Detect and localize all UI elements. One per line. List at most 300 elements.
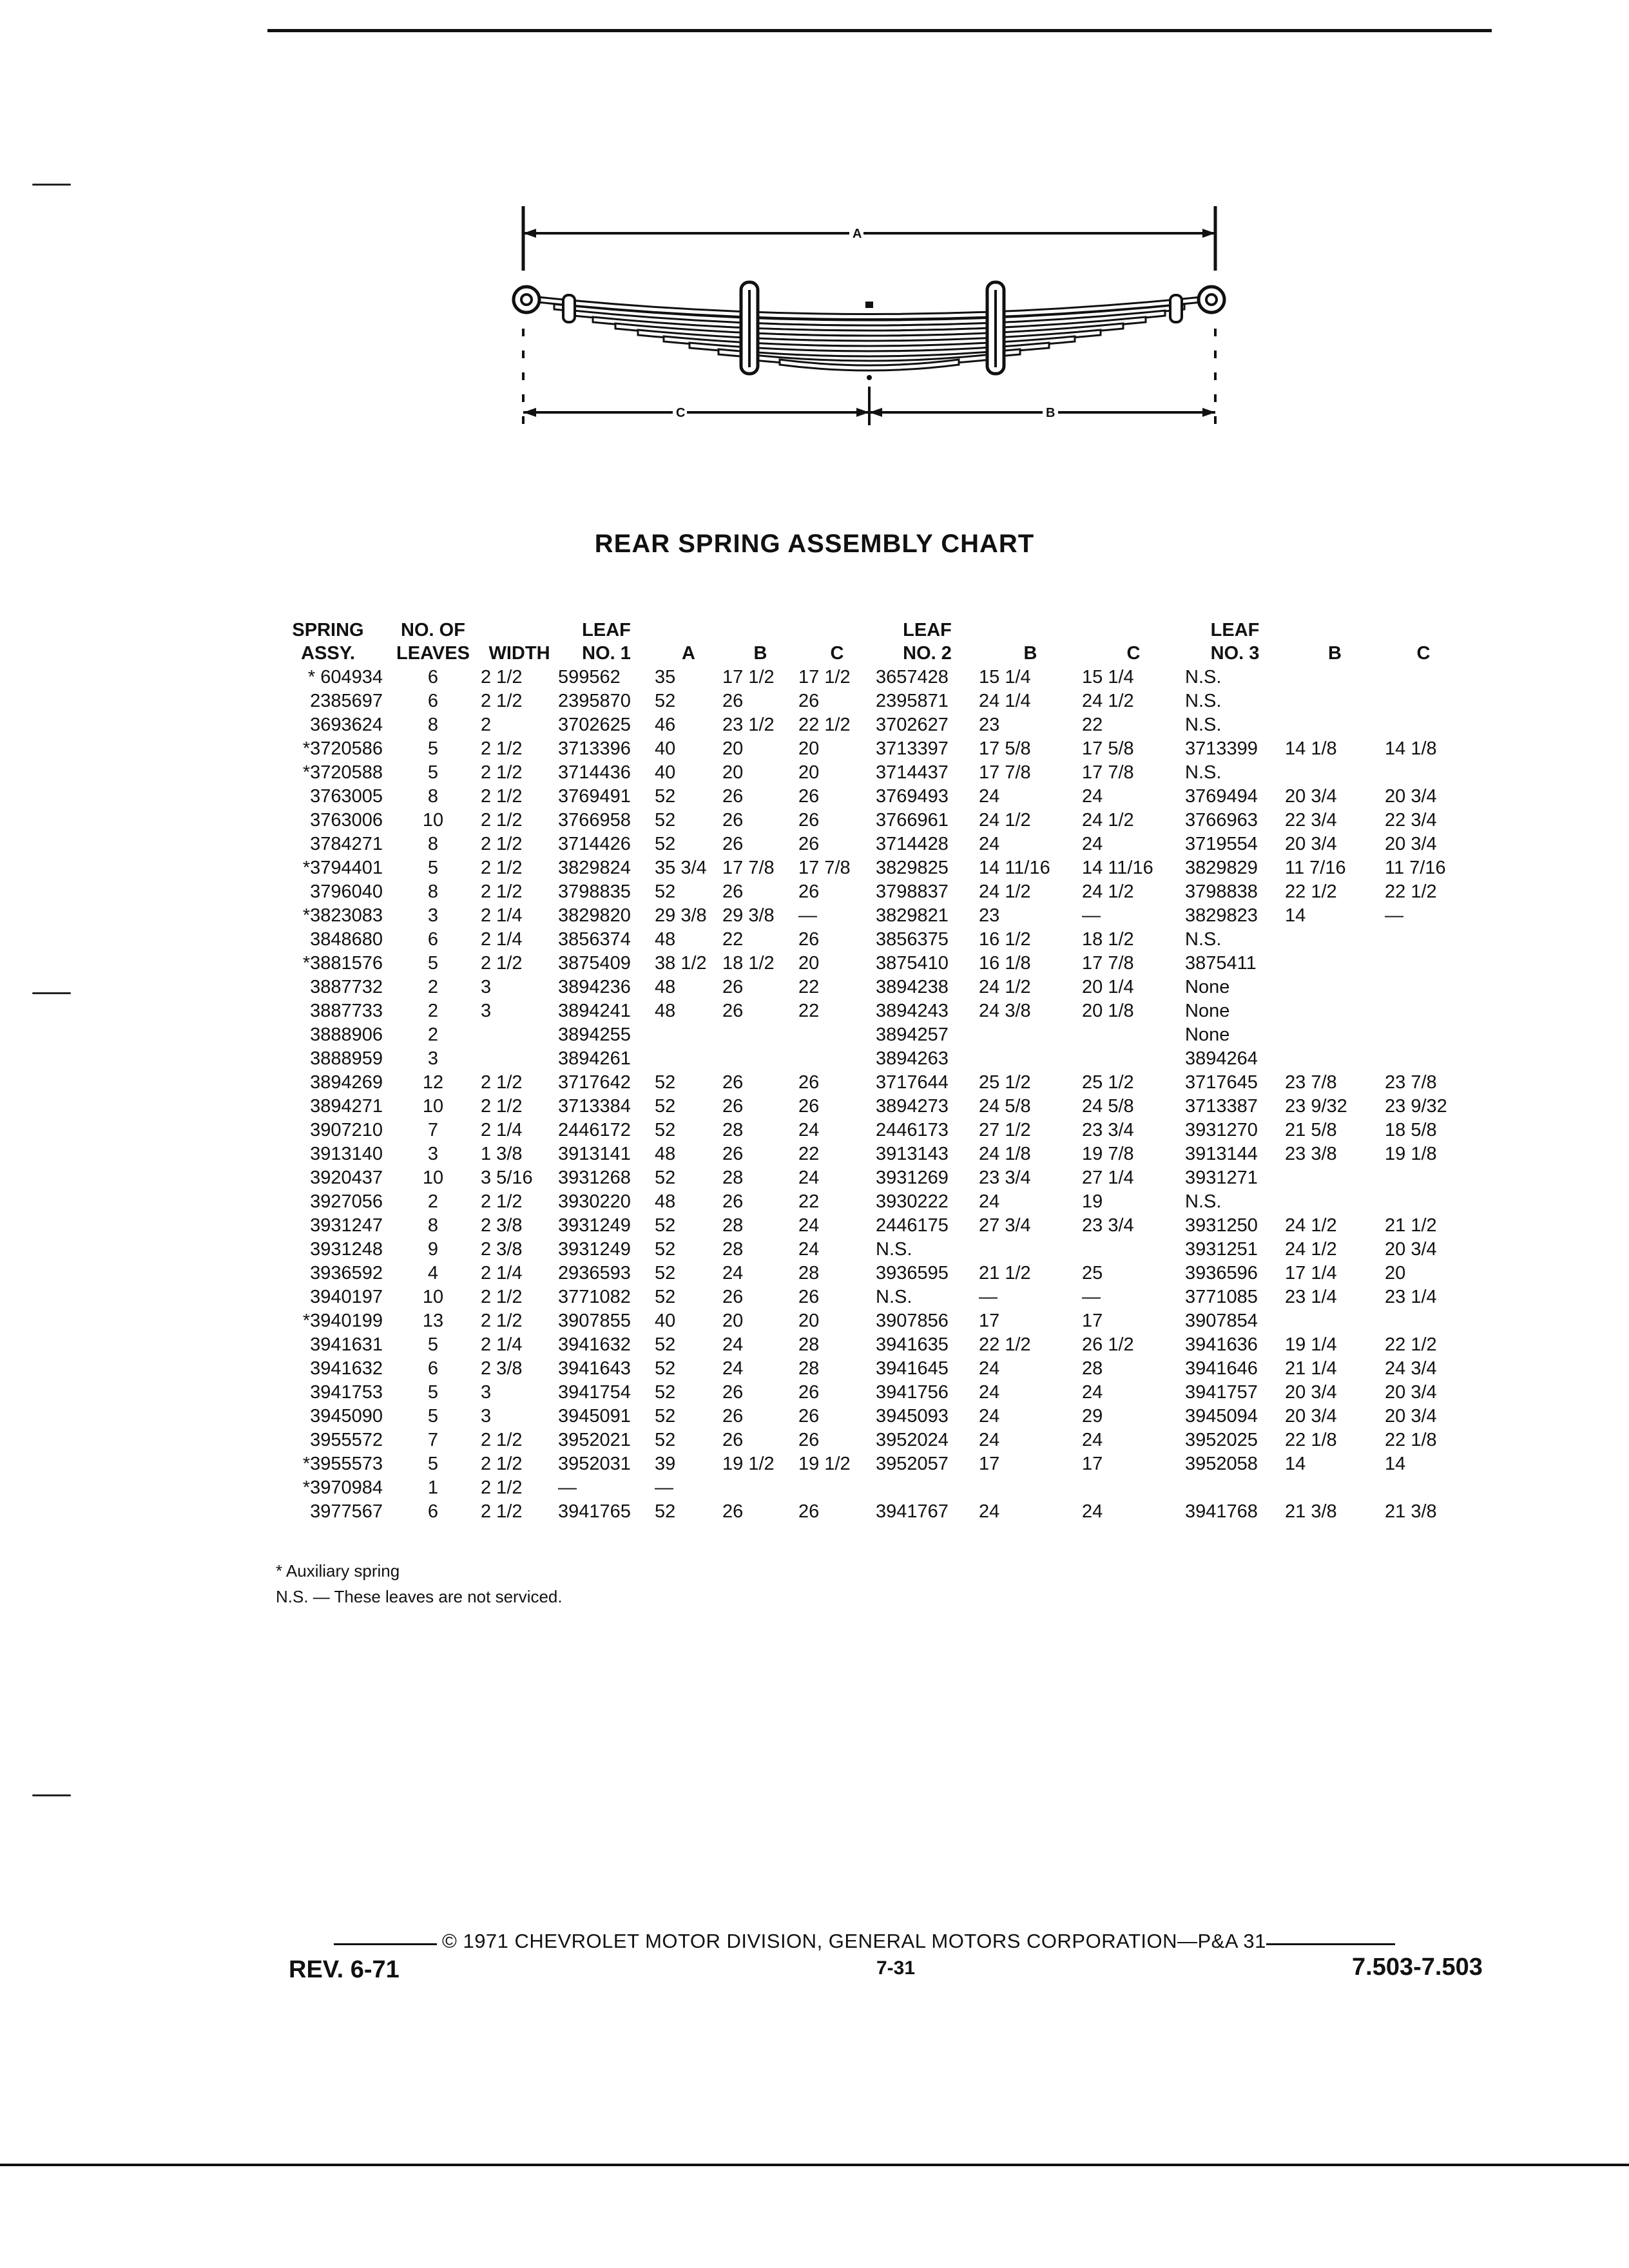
cell-leaf3-c [1385,665,1462,689]
header-c3-1 [1385,619,1462,642]
cell-leaf2-part: 3798837 [876,881,949,902]
cell-leaf3-c: 18 5/8 [1385,1120,1437,1140]
cell-dim-a: 39 [655,1454,676,1474]
cell-leaf2-b: 27 3/4 [979,1215,1031,1236]
table-row [273,832,1462,856]
cell-leaf3-b: 21 3/8 [1285,1501,1337,1522]
cell-spring-assy: *3794401 [302,858,383,878]
cell-leaf1-part: 3894241 [558,1001,631,1021]
cell-leaf1-b: 26 [722,1144,744,1164]
table-row [273,879,1462,903]
cell-width: 2 1/4 [481,1120,523,1140]
cell-leaf1-b: 26 [722,881,744,902]
cell-leaf3-part: 3875411 [1185,953,1257,974]
cell-leaf3-c: 21 3/8 [1385,1501,1437,1522]
cell-leaf2-c: 24 5/8 [1082,1096,1134,1117]
cell-width: 3 [481,1382,492,1403]
table-row [273,975,1462,999]
cell-leaf2-part: 3766961 [876,810,949,831]
cell-spring-assy: 3927056 [310,1191,383,1212]
cell-leaf1-b: 26 [722,810,744,831]
cell-leaf3-c: 22 3/4 [1385,810,1437,831]
table-body [273,665,1462,1523]
cell-leaf2-c: 29 [1082,1406,1103,1427]
cell-leaf3-part [1185,1475,1285,1499]
cell-leaf3-c: 20 3/4 [1385,786,1437,807]
cell-num-leaves: 3 [427,905,439,926]
cell-spring-assy: 3977567 [310,1501,383,1522]
header-leaf2-1: LEAF [903,620,952,640]
cell-leaf2-part: 3769493 [876,786,949,807]
cell-leaf1-b: 26 [722,1430,744,1450]
header-b3-1 [1285,619,1385,642]
cell-leaf1-c [798,1475,876,1499]
cell-leaf3-c [1385,1023,1462,1046]
cell-leaf3-part: 3913144 [1185,1144,1258,1164]
cell-dim-a: 35 3/4 [655,858,707,878]
cell-leaf3-c: 14 1/8 [1385,738,1437,759]
header-row-2 [273,642,1462,665]
header-leaf1-1: LEAF [582,620,631,640]
cell-spring-assy: 3907210 [310,1120,383,1140]
cell-leaf3-part: 3936596 [1185,1263,1258,1283]
cell-leaf1-b: 28 [722,1120,744,1140]
cell-leaf1-b: 26 [722,1501,744,1522]
cell-leaf2-b: 14 11/16 [979,858,1050,878]
cell-leaf2-c: 17 7/8 [1082,762,1134,783]
cell-leaf2-part: 2446173 [876,1120,949,1140]
cell-spring-assy: *3970984 [302,1477,383,1498]
cell-num-leaves: 8 [427,786,439,807]
cell-num-leaves: 2 [427,1024,439,1045]
cell-leaf1-part: 599562 [558,667,621,687]
cell-width: 2 1/2 [481,1454,523,1474]
table-row [273,1070,1462,1094]
cell-leaf1-b: 26 [722,691,744,711]
cell-leaf1-b: 26 [722,1096,744,1117]
cell-dim-a: 35 [655,667,676,687]
cell-leaf3-c [1385,760,1462,784]
cell-num-leaves: 6 [427,1501,439,1522]
cell-leaf2-b: 17 [979,1454,1000,1474]
cell-leaf2-c: 20 1/4 [1082,977,1134,997]
cell-leaf3-c [1385,1309,1462,1332]
cell-leaf2-b: 24 [979,834,1000,854]
cell-dim-a: 52 [655,834,676,854]
cell-num-leaves: 8 [427,715,439,735]
cell-leaf3-part: 3931270 [1185,1120,1258,1140]
cell-leaf2-c: 24 [1082,834,1103,854]
cell-leaf2-part: 3907856 [876,1311,949,1331]
cell-dim-a: 40 [655,762,676,783]
cell-leaf3-b: 21 5/8 [1285,1120,1337,1140]
cell-num-leaves: 7 [427,1430,439,1450]
cell-leaf1-b: 28 [722,1215,744,1236]
cell-leaf1-b: 26 [722,1072,744,1093]
cell-dim-a: 29 3/8 [655,905,707,926]
header-b-1 [722,619,798,642]
cell-leaf2-b: 23 3/4 [979,1168,1031,1188]
cell-leaf1-b: 26 [722,1287,744,1307]
cell-leaf1-b: 26 [722,834,744,854]
cell-num-leaves: 6 [427,929,439,950]
cell-leaf1-part: 3941765 [558,1501,631,1522]
cell-leaf3-part: 3945094 [1185,1406,1258,1427]
cell-leaf3-b: 24 1/2 [1285,1215,1337,1236]
leaf-spring-diagram [503,200,1244,445]
cell-leaf2-part: 3945093 [876,1406,949,1427]
cell-leaf2-part: N.S. [876,1239,912,1260]
cell-leaf2-c: 17 7/8 [1082,953,1134,974]
cell-leaf1-c: 26 [798,810,820,831]
cell-dim-a: 46 [655,715,676,735]
cell-leaf3-c: 11 7/16 [1385,858,1446,878]
cell-leaf1-c: 26 [798,786,820,807]
cell-leaf2-part: 3856375 [876,929,949,950]
cell-leaf2-part: 3894273 [876,1096,949,1117]
cell-leaf3-part: 3931251 [1185,1239,1258,1260]
cell-leaf3-b: 22 1/8 [1285,1430,1337,1450]
cell-num-leaves: 1 [427,1477,439,1498]
header-c2-1 [1082,619,1185,642]
cell-leaf1-part: 3717642 [558,1072,631,1093]
cell-leaf2-part: 3941767 [876,1501,949,1522]
cell-leaf2-c: 24 [1082,786,1103,807]
cell-leaf2-part: 3894257 [876,1024,949,1045]
cell-leaf2-c: 25 [1082,1263,1103,1283]
cell-leaf1-b: 26 [722,786,744,807]
cell-leaf2-b: 24 [979,1191,1000,1212]
cell-leaf3-part: N.S. [1185,762,1222,783]
cell-leaf3-part: 3769494 [1185,786,1258,807]
cell-leaf1-c: 26 [798,1406,820,1427]
cell-leaf2-b: 17 5/8 [979,738,1031,759]
cell-width [472,1046,558,1070]
cell-leaf3-c: 20 3/4 [1385,1406,1437,1427]
cell-leaf3-b: 23 9/32 [1285,1096,1347,1117]
cell-leaf2-b: 16 1/8 [979,953,1031,974]
header-a-1 [655,619,722,642]
cell-num-leaves: 8 [427,1215,439,1236]
cell-leaf1-b: 19 1/2 [722,1454,775,1474]
header-b2-1 [979,619,1082,642]
cell-leaf1-c: 26 [798,1287,820,1307]
cell-dim-a: 52 [655,1096,676,1117]
cell-leaf1-c: 20 [798,738,820,759]
cell-width: 2 1/2 [481,1191,523,1212]
cell-width: 2 1/2 [481,953,523,974]
table-row [273,1285,1462,1309]
cell-leaf2-part: 3657428 [876,667,949,687]
table-row [273,903,1462,927]
cell-num-leaves: 5 [427,1454,439,1474]
cell-leaf2-c: — [1082,905,1101,926]
cell-leaf2-b: 24 1/4 [979,691,1031,711]
header-width-2: WIDTH [488,643,550,664]
cell-leaf3-c: 23 9/32 [1385,1096,1447,1117]
cell-spring-assy: 3763006 [310,810,383,831]
cell-leaf2-c: 24 1/2 [1082,691,1134,711]
cell-leaf3-c: 23 7/8 [1385,1072,1437,1093]
table-row [273,1380,1462,1404]
cell-leaf1-part: 3894261 [558,1048,631,1069]
cell-leaf2-b: 24 1/2 [979,881,1031,902]
cell-leaf3-b [1285,975,1385,999]
cell-dim-a: 48 [655,977,676,997]
cell-leaf3-part: 3941757 [1185,1382,1258,1403]
table-row [273,1046,1462,1070]
header-leaves-1: NO. OF [401,620,465,640]
cell-leaf2-c: 27 1/4 [1082,1168,1134,1188]
cell-dim-a: 52 [655,1358,676,1379]
cell-leaf1-b: 26 [722,1001,744,1021]
cell-width: 2 1/2 [481,738,523,759]
cell-leaf1-b [722,1046,798,1070]
cell-leaf2-b: 24 1/2 [979,977,1031,997]
cell-dim-a: 52 [655,1072,676,1093]
cell-spring-assy: 3887733 [310,1001,383,1021]
cell-leaf1-c: 24 [798,1120,820,1140]
table-row [273,689,1462,713]
cell-leaf3-c: 19 1/8 [1385,1144,1437,1164]
cell-spring-assy: 3936592 [310,1263,383,1283]
cell-width: 2 1/2 [481,1287,523,1307]
cell-leaf3-b: 14 [1285,905,1306,926]
table-row [273,856,1462,879]
cell-leaf2-b: 15 1/4 [979,667,1031,687]
cell-dim-a: 52 [655,786,676,807]
copyright-text: © 1971 CHEVROLET MOTOR DIVISION, GENERAL MOTORS CORPORATION—P&A 31 [442,1930,1266,1952]
cell-leaf1-c: 22 1/2 [798,715,851,735]
cell-spring-assy: 3941631 [310,1334,383,1355]
cell-leaf1-c: 17 1/2 [798,667,851,687]
cell-dim-a: 48 [655,1191,676,1212]
cell-num-leaves: 8 [427,834,439,854]
cell-leaf3-c [1385,1475,1462,1499]
cell-leaf1-b: 28 [722,1168,744,1188]
cell-width: 3 [481,1406,492,1427]
cell-num-leaves: 2 [427,1001,439,1021]
cell-spring-assy: 3784271 [310,834,383,854]
table-row [273,760,1462,784]
cell-leaf2-c: 23 3/4 [1082,1120,1134,1140]
cell-num-leaves: 9 [427,1239,439,1260]
cell-spring-assy: 3894271 [310,1096,383,1117]
cell-spring-assy: 3931247 [310,1215,383,1236]
top-rule [267,29,1492,32]
cell-leaf1-b: 29 3/8 [722,905,775,926]
cell-dim-a: 52 [655,1263,676,1283]
cell-leaf1-part: — [558,1477,577,1498]
cell-leaf3-c: — [1385,905,1403,926]
cell-leaf3-b: 14 1/8 [1285,738,1337,759]
cell-dim-a: 48 [655,1001,676,1021]
cell-leaf2-c: 17 [1082,1311,1103,1331]
table-row [273,784,1462,808]
cell-leaf3-c: 22 1/2 [1385,1334,1437,1355]
cell-leaf1-c: 22 [798,1191,820,1212]
header-c3-2: C [1416,643,1431,664]
cell-leaf1-c: 26 [798,691,820,711]
cell-leaf2-part: 3913143 [876,1144,949,1164]
cell-leaf1-c: 22 [798,1001,820,1021]
cell-leaf3-b [1285,760,1385,784]
cell-leaf1-c: 26 [798,881,820,902]
cell-leaf2-part: 3829825 [876,858,949,878]
cell-spring-assy: 3796040 [310,881,383,902]
cell-leaf3-b: 23 3/8 [1285,1144,1337,1164]
cell-leaf1-b: 20 [722,762,744,783]
cell-leaf3-b [1285,1023,1385,1046]
cell-dim-a: 52 [655,1120,676,1140]
table-row [273,1094,1462,1118]
cell-width: 2 1/2 [481,858,523,878]
cell-leaf3-part: 3713387 [1185,1096,1258,1117]
cell-leaf3-b: 19 1/4 [1285,1334,1337,1355]
cell-leaf3-part: 3771085 [1185,1287,1258,1307]
cell-leaf1-part: 3766958 [558,810,631,831]
cell-num-leaves: 5 [427,1406,439,1427]
cell-width: 2 1/2 [481,881,523,902]
cell-num-leaves: 6 [427,667,439,687]
cell-leaf3-part: 3798838 [1185,881,1258,902]
cell-leaf3-part: 3829823 [1185,905,1258,926]
cell-leaf3-b: 17 1/4 [1285,1263,1337,1283]
cell-width: 2 1/4 [481,1263,523,1283]
cell-width: 2 1/2 [481,1311,523,1331]
cell-spring-assy: 2385697 [310,691,383,711]
cell-leaf2-b: 24 [979,1406,1000,1427]
cell-leaf1-c: 22 [798,977,820,997]
cell-leaf1-c: 26 [798,1096,820,1117]
cell-dim-a: 52 [655,881,676,902]
cell-dim-a [655,1023,722,1046]
cell-leaf1-c: 28 [798,1334,820,1355]
cell-leaf1-c: 28 [798,1263,820,1283]
cell-leaf3-c: 14 [1385,1454,1406,1474]
margin-mark [32,184,71,186]
cell-leaf1-b: 26 [722,1382,744,1403]
cell-leaf1-c: — [798,905,817,926]
cell-leaf1-part: 3941643 [558,1358,631,1379]
header-b2-2: B [1023,643,1037,664]
copyright-rule-left [334,1943,437,1945]
table-row [273,1428,1462,1452]
cell-leaf2-b [979,1023,1082,1046]
cell-leaf2-part: 3941756 [876,1382,949,1403]
cell-leaf3-part: N.S. [1185,691,1222,711]
cell-leaf2-b: 17 7/8 [979,762,1031,783]
margin-mark [32,1794,71,1796]
cell-spring-assy: * 604934 [307,667,383,687]
cell-dim-a: 48 [655,929,676,950]
cell-spring-assy: 3941632 [310,1358,383,1379]
cell-leaf1-b: 26 [722,1191,744,1212]
dimension-a-label: A [853,227,862,241]
cell-leaf3-b [1285,689,1385,713]
cell-leaf2-c: 28 [1082,1358,1103,1379]
cell-leaf3-part: 3952058 [1185,1454,1258,1474]
cell-leaf2-c: 19 [1082,1191,1103,1212]
table-row [273,1118,1462,1142]
cell-spring-assy: 3848680 [310,929,383,950]
cell-spring-assy: 3920437 [310,1168,383,1188]
cell-leaf1-c: 28 [798,1358,820,1379]
cell-spring-assy: 3887732 [310,977,383,997]
cell-leaf1-b: 24 [722,1358,744,1379]
cell-num-leaves: 13 [422,1311,444,1331]
cell-leaf3-b [1285,713,1385,736]
cell-leaf1-part: 3875409 [558,953,631,974]
margin-mark [32,992,71,994]
chart-title: REAR SPRING ASSEMBLY CHART [594,530,1035,558]
table-row [273,1213,1462,1237]
cell-num-leaves: 10 [422,1096,444,1117]
header-leaves-2: LEAVES [396,643,470,664]
cell-leaf3-c: 21 1/2 [1385,1215,1437,1236]
cell-spring-assy: 3763005 [310,786,383,807]
cell-leaf3-b: 24 1/2 [1285,1239,1337,1260]
cell-leaf1-c: 20 [798,1311,820,1331]
cell-leaf2-b: 24 [979,1430,1000,1450]
cell-leaf1-b: 18 1/2 [722,953,775,974]
cell-num-leaves: 2 [427,1191,439,1212]
cell-leaf1-part: 2446172 [558,1120,631,1140]
cell-leaf2-part [876,1475,979,1499]
cell-leaf1-part: 3702625 [558,715,631,735]
table-row [273,808,1462,832]
cell-leaf2-part: 2395871 [876,691,949,711]
cell-leaf2-b: 24 1/8 [979,1144,1031,1164]
cell-leaf1-part: 3945091 [558,1406,631,1427]
cell-dim-a: 52 [655,1430,676,1450]
cell-leaf2-part: 3714428 [876,834,949,854]
cell-dim-a: 52 [655,1239,676,1260]
cell-leaf1-b: 20 [722,1311,744,1331]
table-row [273,999,1462,1023]
cell-leaf2-c: 18 1/2 [1082,929,1134,950]
cell-dim-a: 40 [655,738,676,759]
cell-leaf3-part: 3941646 [1185,1358,1258,1379]
cell-width: 2 1/2 [481,786,523,807]
cell-leaf2-b: 25 1/2 [979,1072,1031,1093]
dimension-c-label: C [676,406,686,420]
cell-leaf3-c: 24 3/4 [1385,1358,1437,1379]
cell-width: 2 1/2 [481,810,523,831]
table-row [273,713,1462,736]
cell-num-leaves: 8 [427,881,439,902]
cell-leaf2-c: 24 [1082,1501,1103,1522]
cell-width: 2 3/8 [481,1358,523,1379]
cell-leaf2-c: 14 11/16 [1082,858,1153,878]
cell-width: 2 [481,715,492,735]
cell-width: 3 [481,1001,492,1021]
cell-leaf1-part: 3829820 [558,905,631,926]
cell-spring-assy: *3881576 [302,953,383,974]
cell-leaf2-b: 24 3/8 [979,1001,1031,1021]
cell-leaf3-b [1285,1189,1385,1213]
table-row [273,1356,1462,1380]
header-assy-2: ASSY. [301,643,355,664]
cell-dim-a [655,1046,722,1070]
cell-leaf3-part: None [1185,977,1230,997]
cell-num-leaves: 3 [427,1048,439,1069]
table-row [273,736,1462,760]
cell-leaf2-c: 25 1/2 [1082,1072,1134,1093]
cell-leaf3-part: 3941636 [1185,1334,1258,1355]
cell-dim-a: 48 [655,1144,676,1164]
cell-leaf3-c: 22 1/8 [1385,1430,1437,1450]
